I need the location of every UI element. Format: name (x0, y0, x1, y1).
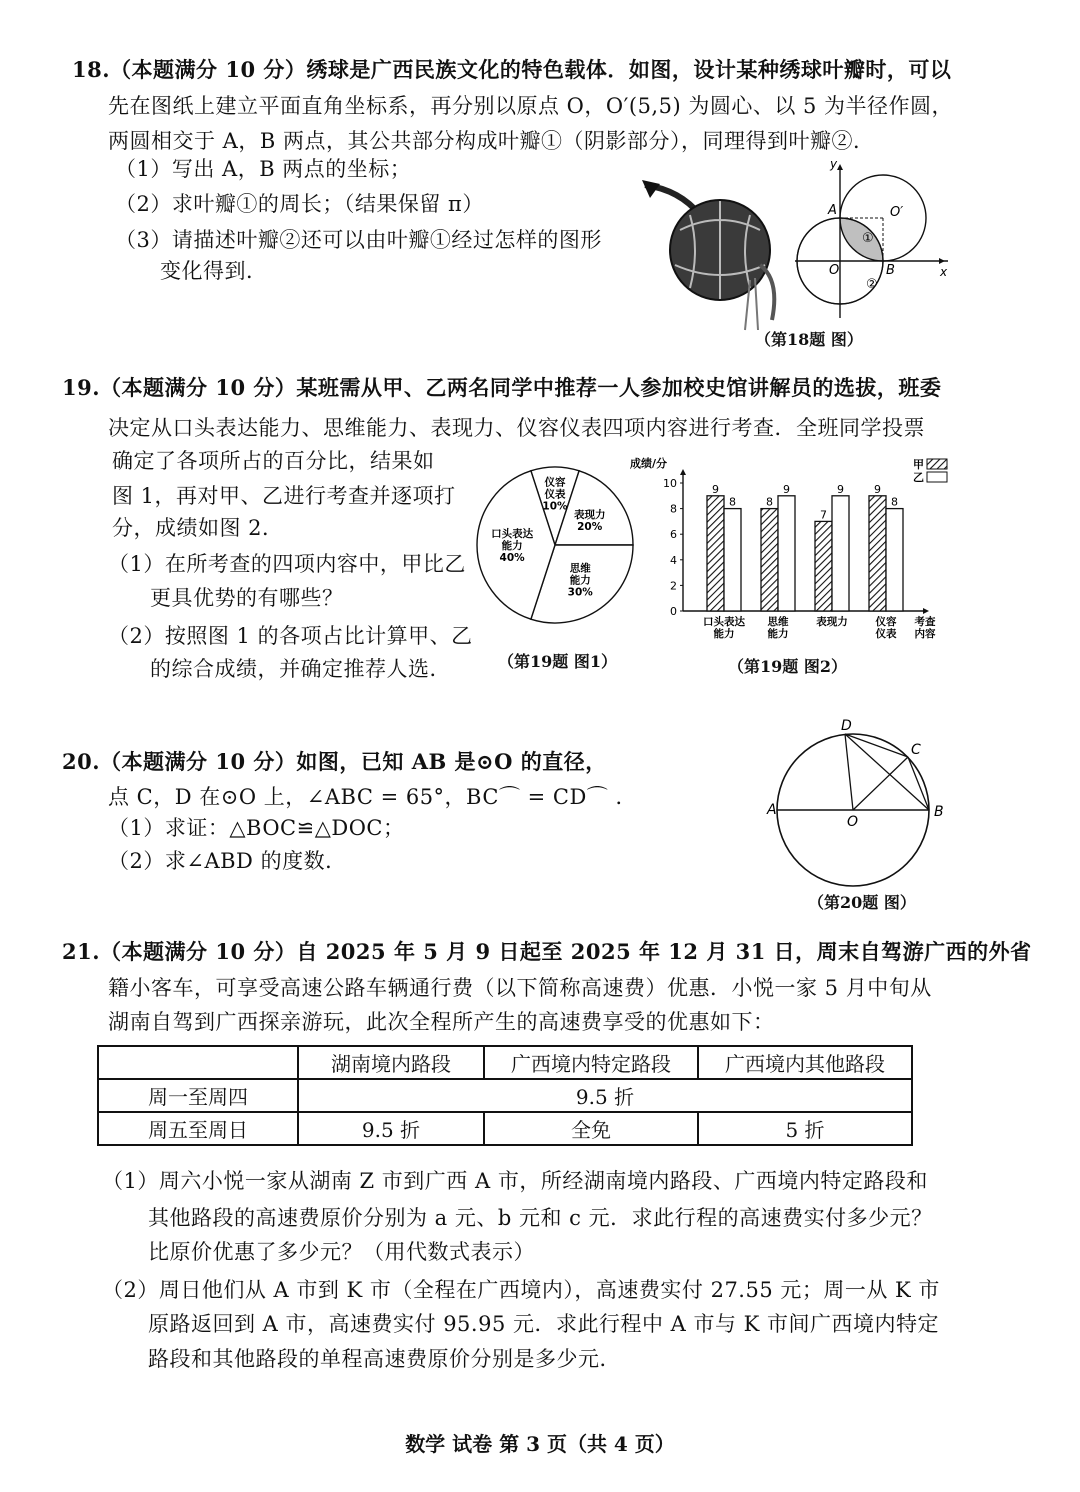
bar-value-label-1-3: 8 (891, 495, 898, 509)
hydrangea-ball-photo (640, 170, 790, 335)
table-row-weekday-label: 周一至周四 (98, 1079, 298, 1112)
x-category-label-2: 表现力 (816, 616, 848, 628)
label-d: D (841, 718, 852, 734)
q19-line-2: 决定从口头表达能力、思维能力、表现力、仪容仪表四项内容进行考查．全班同学投票 (108, 416, 925, 440)
legend-label-1: 乙 (913, 471, 924, 484)
pie-category-label-2: 思维 (569, 562, 591, 575)
q20-caption: （第20题 图） (808, 893, 916, 912)
pie-percent-label-1: 20% (577, 520, 603, 533)
bar-乙-0 (724, 509, 741, 611)
bar-甲-0 (707, 496, 724, 611)
x-category-label-3: 仪表 (875, 628, 897, 640)
q18-part-1: （1）写出 A，B 两点的坐标； (115, 157, 412, 181)
x-category-label-3: 仪容 (875, 616, 897, 628)
q20-part-2: （2）求∠ABD 的度数． (108, 849, 347, 873)
y-axis-label: 成绩/分 (630, 457, 668, 470)
label-b: B (934, 804, 944, 820)
table-header-hunan: 湖南境内路段 (298, 1046, 484, 1079)
bar-甲-2 (815, 521, 832, 611)
y-tick-label-3: 6 (670, 528, 677, 542)
q19-pie-chart (470, 460, 640, 630)
x-axis-label: 考查 (914, 616, 936, 628)
q21-line-3: 湖南自驾到广西探亲游玩，此次全程所产生的高速费享受的优惠如下： (108, 1010, 775, 1034)
q21-line-1: 21.（本题满分 10 分）自 2025 年 5 月 9 日起至 2025 年 12 月 31 日，周末自驾游广西的外省 (62, 939, 1032, 964)
q20-figure (765, 712, 955, 892)
q20-part-1: （1）求证：△BOC≌△DOC； (108, 816, 405, 840)
table-row-weekend-special: 全免 (484, 1112, 698, 1145)
y-tick-label-2: 4 (670, 553, 677, 567)
legend-label-0: 甲 (913, 458, 924, 471)
bar-乙-3 (886, 509, 903, 611)
table-row-weekend-hunan: 9.5 折 (298, 1112, 484, 1145)
bar-value-label-1-1: 9 (783, 482, 790, 496)
pie-percent-label-2: 30% (567, 586, 593, 599)
pie-percent-label-3: 40% (499, 552, 525, 564)
pie-category-label-0: 仪表 (544, 488, 566, 501)
bar-value-label-1-0: 8 (729, 495, 736, 509)
q20-line-2: 点 C，D 在⊙O 上，∠ABC = 65°，BC⌒ = CD⌒ ． (108, 785, 637, 809)
x-category-label-0: 口头表达 (703, 616, 745, 628)
pie-category-label-2: 能力 (569, 574, 591, 587)
table-header-guangxi-other: 广西境内其他路段 (698, 1046, 912, 1079)
legend-swatch-1 (927, 472, 947, 482)
q19-line-5: 分，成绩如图 2． (112, 516, 284, 540)
q19-line-3: 确定了各项所占的百分比，结果如 (112, 449, 435, 473)
label-o: O (847, 814, 859, 830)
q21-part-2-cont-2: 路段和其他路段的单程高速费原价分别是多少元． (148, 1347, 621, 1371)
q18-caption: （第18题 图） (755, 330, 863, 349)
label-y: y (830, 158, 838, 171)
discount-table (97, 1045, 913, 1146)
x-category-label-1: 能力 (767, 628, 789, 640)
q19-line-4: 图 1，再对甲、乙进行考查并逐项打 (112, 484, 456, 508)
q18-line-3: 两圆相交于 A，B 两点，其公共部分构成叶瓣①（阴影部分），同理得到叶瓣②． (108, 129, 875, 153)
q19-part-1-cont: 更具优势的有哪些？ (150, 586, 344, 610)
q18-part-2: （2）求叶瓣①的周长；（结果保留 π） (115, 192, 484, 216)
label-o-prime: O′ (890, 205, 904, 220)
q18-part-3: （3）请描述叶瓣②还可以由叶瓣①经过怎样的图形 (115, 228, 602, 252)
q21-part-1: （1）周六小悦一家从湖南 Z 市到广西 A 市，所经湖南境内路段、广西境内特定路段和 (102, 1169, 928, 1193)
q21-part-2-cont-1: 原路返回到 A 市，高速费实付 95.95 元．求此行程中 A 市与 K 市间广西境内特定 (148, 1312, 940, 1336)
table-row-weekday-value: 9.5 折 (298, 1079, 912, 1112)
q19-bar-chart (625, 455, 950, 655)
bar-value-label-0-3: 9 (874, 482, 881, 496)
label-c: C (911, 742, 921, 758)
label-a: A (767, 802, 777, 818)
legend-swatch-0 (927, 459, 947, 469)
table-header-empty (98, 1046, 298, 1079)
bar-value-label-0-1: 8 (766, 495, 773, 509)
q21-part-1-cont-1: 其他路段的高速费原价分别为 a 元、b 元和 c 元．求此行程的高速费实付多少元？ (148, 1206, 933, 1230)
y-tick-label-4: 8 (670, 502, 677, 516)
label-x: x (940, 265, 948, 279)
x-category-label-1: 思维 (767, 616, 789, 628)
bar-乙-1 (778, 496, 795, 611)
q20-line-1: 20.（本题满分 10 分）如图，已知 AB 是⊙O 的直径， (62, 749, 607, 774)
q21-part-2: （2）周日他们从 A 市到 K 市（全程在广西境内），高速费实付 27.55 元；周一从 K 市 (102, 1278, 940, 1302)
label-a: A (828, 203, 837, 218)
pie-category-label-3: 口头表达 (491, 528, 534, 540)
x-category-label-0: 能力 (713, 628, 735, 640)
label-o: O (829, 263, 840, 278)
table-header-guangxi-special: 广西境内特定路段 (484, 1046, 698, 1079)
q19-caption-1: （第19题 图1） (498, 652, 617, 671)
label-petal-2: ② (866, 277, 878, 292)
y-tick-label-0: 0 (670, 605, 677, 618)
table-row-weekend-label: 周五至周日 (98, 1112, 298, 1145)
pie-category-label-3: 能力 (501, 540, 523, 552)
q19-part-1: （1）在所考查的四项内容中，甲比乙 (108, 552, 466, 576)
q21-part-1-cont-2: 比原价优惠了多少元？（用代数式表示） (148, 1240, 535, 1264)
label-petal-1: ① (862, 231, 874, 246)
bar-甲-1 (761, 509, 778, 611)
q18-line-1: 18.（本题满分 10 分）绣球是广西民族文化的特色载体．如图，设计某种绣球叶瓣时，可以 (72, 57, 952, 82)
bar-甲-3 (869, 496, 886, 611)
label-b: B (886, 263, 895, 278)
pie-category-label-1: 表现力 (573, 508, 606, 521)
q19-line-1: 19.（本题满分 10 分）某班需从甲、乙两名同学中推荐一人参加校史馆讲解员的选拔，班委 (62, 375, 942, 400)
page-footer: 数学 试卷 第 3 页（共 4 页） (405, 1432, 675, 1456)
table-row-weekend-other: 5 折 (698, 1112, 912, 1145)
y-tick-label-1: 2 (670, 579, 677, 593)
q18-line-2: 先在图纸上建立平面直角坐标系，再分别以原点 O，O′(5,5) 为圆心、以 5 为半径作圆， (108, 94, 954, 118)
bar-value-label-0-2: 7 (820, 508, 827, 522)
bar-value-label-1-2: 9 (837, 482, 844, 496)
bar-乙-2 (832, 496, 849, 611)
q19-part-2-cont: 的综合成绩，并确定推荐人选． (150, 657, 451, 681)
q18-part-3-cont: 变化得到． (160, 259, 268, 283)
x-axis-label: 内容 (914, 628, 936, 640)
q21-line-2: 籍小客车，可享受高速公路车辆通行费（以下简称高速费）优惠．小悦一家 5 月中旬从 (108, 976, 932, 1000)
q18-figure (790, 158, 955, 323)
pie-category-label-0: 仪容 (544, 476, 566, 489)
bar-value-label-0-0: 9 (712, 482, 719, 496)
q19-caption-2: （第19题 图2） (728, 657, 847, 676)
y-tick-label-5: 10 (663, 477, 677, 490)
pie-percent-label-0: 10% (542, 500, 568, 513)
q19-part-2: （2）按照图 1 的各项占比计算甲、乙 (108, 624, 473, 648)
